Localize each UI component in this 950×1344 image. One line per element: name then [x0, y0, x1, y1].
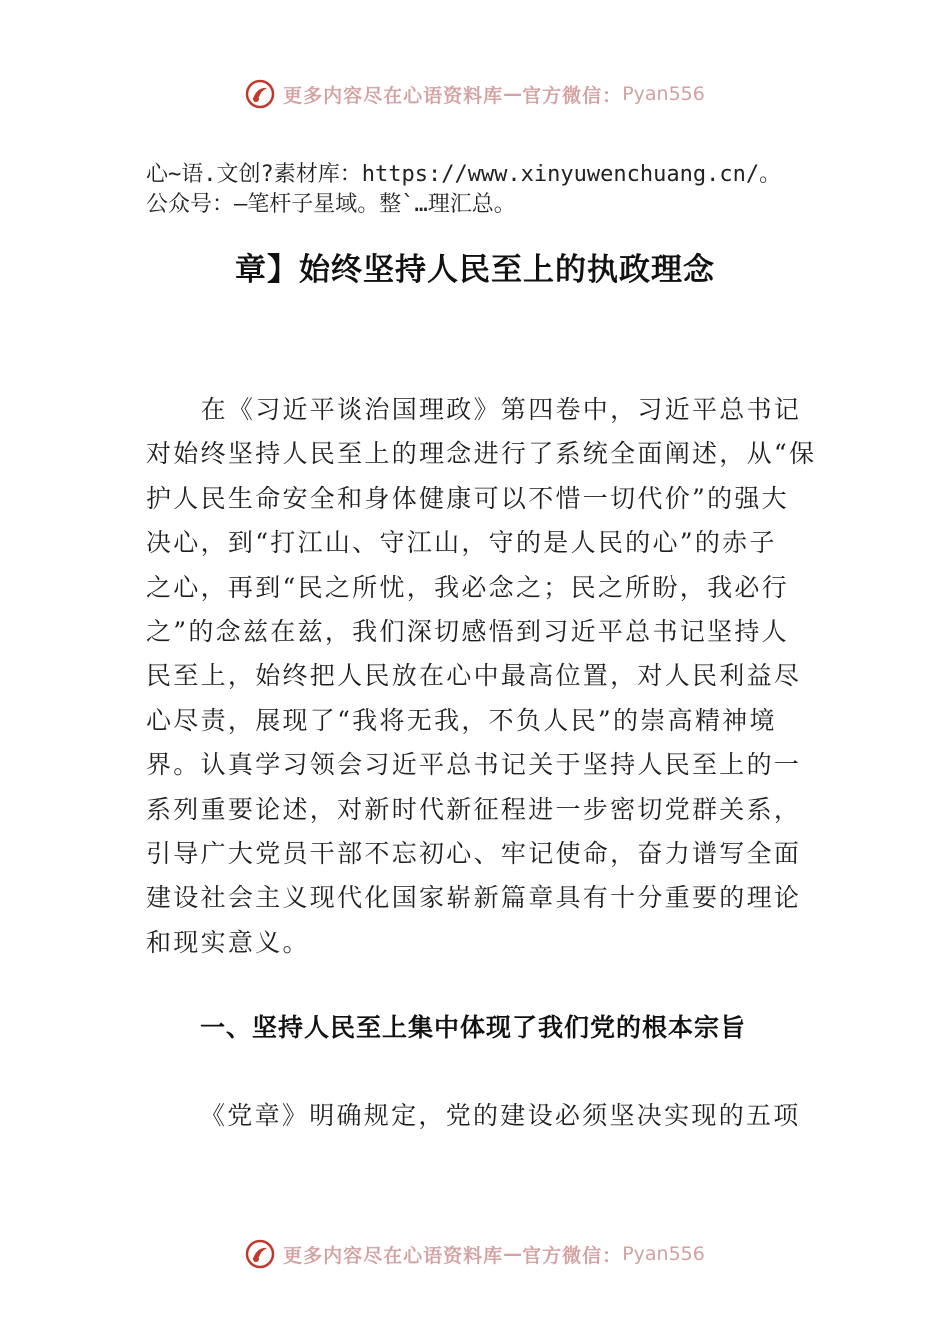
text-line: 民至上，始终把人民放在心中最高位置，对人民利益尽: [146, 661, 802, 691]
text-line: 在《习近平谈治国理政》第四卷中，习近平总书记: [146, 395, 802, 424]
banner-wechat-label: 官方微信：: [522, 1244, 623, 1267]
header-banner: [0, 74, 950, 114]
page-title: 章】始终坚持人民至上的执政理念: [235, 252, 715, 288]
banner-text: 更多内容尽在心语资料库: [283, 84, 504, 107]
banner-wechat-id: Pyan556: [622, 1243, 705, 1265]
text-line: 界。认真学习领会习近平总书记关于坚持人民至上的一: [146, 750, 802, 780]
banner-separator: —: [503, 1243, 523, 1265]
banner-text: 更多内容尽在心语资料库: [283, 1244, 504, 1267]
text-line: 引导广大党员干部不忘初心、牢记使命，奋力谱写全面: [146, 838, 802, 868]
source-line-account: 公众号：—笔杆子星域。整`…理汇总。: [146, 192, 516, 217]
paragraph-1: [146, 388, 817, 965]
source-line-url: 心~语.文创?素材库：https://www.xinyuwenchuang.cn/。: [146, 162, 782, 187]
banner-wechat-label: 官方微信：: [522, 84, 623, 107]
text-line: 之心，再到“民之所忧，我必念之；民之所盼，我必行: [146, 572, 789, 602]
text-line: 对始终坚持人民至上的理念进行了系统全面阐述，从“保: [146, 439, 817, 469]
logo-icon: [245, 79, 275, 109]
logo-icon: [245, 1239, 275, 1269]
source-note: [146, 160, 846, 220]
text-line: 护人民生命安全和身体健康可以不惜一切代价”的强大: [146, 483, 789, 513]
paragraph-2: 《党章》明确规定，党的建设必须坚决实现的五项: [200, 1101, 801, 1130]
footer-banner: [0, 1234, 950, 1274]
text-line: 之”的念兹在兹，我们深切感悟到习近平总书记坚持人: [146, 616, 789, 646]
text-line: 系列重要论述，对新时代新征程进一步密切党群关系，: [146, 794, 802, 824]
section-heading: 一、坚持人民至上集中体现了我们党的根本宗旨: [200, 1013, 747, 1042]
text-line: 和现实意义。: [146, 927, 310, 957]
banner-separator: —: [503, 83, 523, 105]
text-line: 心尽责，展现了“我将无我，不负人民”的崇高精神境: [146, 705, 777, 735]
text-line: 建设社会主义现代化国家崭新篇章具有十分重要的理论: [146, 883, 802, 913]
text-line: 决心，到“打江山、守江山，守的是人民的心”的赤子: [146, 528, 777, 558]
banner-wechat-id: Pyan556: [622, 83, 705, 105]
